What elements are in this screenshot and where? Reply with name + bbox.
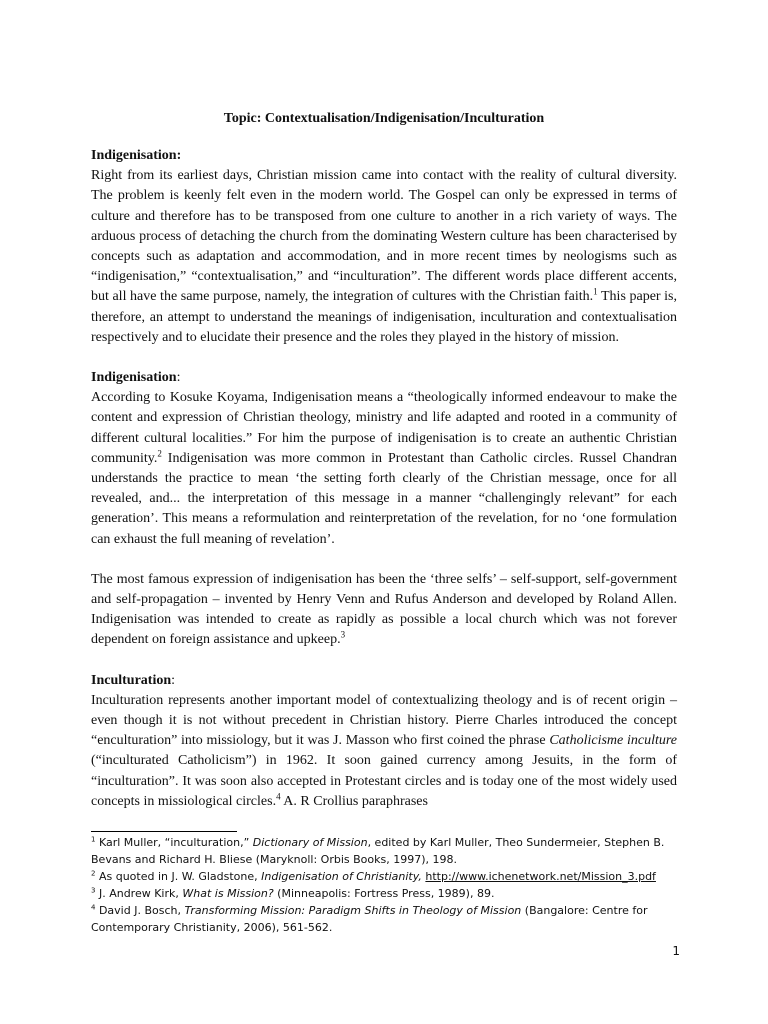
paragraph: Right from its earliest days, Christian mission came into contact with the reality of cultural diversity. The problem is keenly felt even in the modern world. The Gospel can only be expressed in terms of culture and therefore has to be transposed from one culture to another in a rich variety of ways. The arduous process of detaching the church from the dominating Western culture has been characterised by concepts such as adaptation and accommodation, and in more recent times by neologisms such as “indigenisation,” “contextualisation,” and “inculturation”. The different words place different accents, but all have the same purpose, namely, the integration of cultures with the Christian faith.$^1$ This paper is, therefore, an attempt to understand the meanings of indigenisation, inculturation and contextualisation respectively and to elucidate their presence and the roles they played in the history of mission. [91,168,677,345]
footnote-ref[interactable]: 4 [276,791,281,802]
footnote-link[interactable]: http://www.ichenetwork.net/Mission_3.pdf [425,870,656,883]
footnote: $^2$ As quoted in J. W. Gladstone, Indigenisation of Christianity, http://www.ichenetwork.net/Mission_3.pdf [91,869,656,883]
footnote: $^1$ Karl Muller, “inculturation,” Dictionary of Mission, edited by Karl Muller, Theo Sundermeier, Stephen B. Bevans and Richard H. Bliese (Maryknoll: Orbis Books, 1997), 198. [91,835,665,866]
section-heading: Inculturation: [91,672,176,688]
section-inculturation [91,671,677,812]
footnote-ref[interactable]: 1 [593,286,598,297]
paragraph: Inculturation represents another important model of contextualizing theology and is of recent origin – even though it is not without precedent in Christian history. Pierre Charles introduced the concept “enculturation” into missiology, but it was J. Masson who first coined the phrase Catholicisme inculture (“inculturated Catholicism”) in 1962. It soon gained currency among Jesuits, in the form of “inculturation”. It was soon also accepted in Protestant circles and is today one of the most widely used concepts in missiological circles.$^4$ A. R Crollius paraphrases [91,692,677,809]
footnotes [91,831,681,936]
document-body [91,146,677,812]
paragraph: According to Kosuke Koyama, Indigenisation means a “theologically informed endeavour to make the content and expression of Christian theology, ministry and life adapted and rooted in a community of different cultural localities.” For him the purpose of indigenisation is to create an authentic Christian community.$^2$ Indigenisation was more common in Protestant than Catholic circles. Russel Chandran understands the practice to mean ‘the setting forth clearly of the Christian message, once for all revealed, and... the interpretation of this message in a manner “challengingly relevant” for each generation’. This means a reformulation and reinterpretation of the revelation, for no ‘one formulation can exhaust the full meaning of revelation’. [91,390,677,547]
footnote-ref[interactable]: 3 [340,629,346,640]
footnote: $^3$ J. Andrew Kirk, What is Mission? (Minneapolis: Fortress Press, 1989), 89. [91,886,495,900]
paragraph: The most famous expression of indigenisation has been the ‘three selfs’ – self-support, self-government and self-propagation – invented by Henry Venn and Rufus Anderson and developed by Roland Allen. Indigenisation was intended to create as rapidly as possible a local church which was not forever dependent on foreign assistance and upkeep.$^3$ [91,571,677,648]
section-heading: Indigenisation: [91,148,182,163]
footnote: $^4$ David J. Bosch, Transforming Mission: Paradigm Shifts in Theology of Mission (Bangalore: Centre for Contemporary Christianity, 2006), 561-562. [91,903,648,934]
section-heading: Indigenisation: [91,370,181,386]
footnote-ref[interactable]: 2 [157,448,162,459]
section-indigenisation [91,368,677,651]
page-number: 1 [672,944,680,958]
section-indigenisation-intro [91,146,677,348]
document-title: Topic: Contextualisation/Indigenisation/Inculturation [223,111,545,126]
footnote-separator [91,831,237,832]
